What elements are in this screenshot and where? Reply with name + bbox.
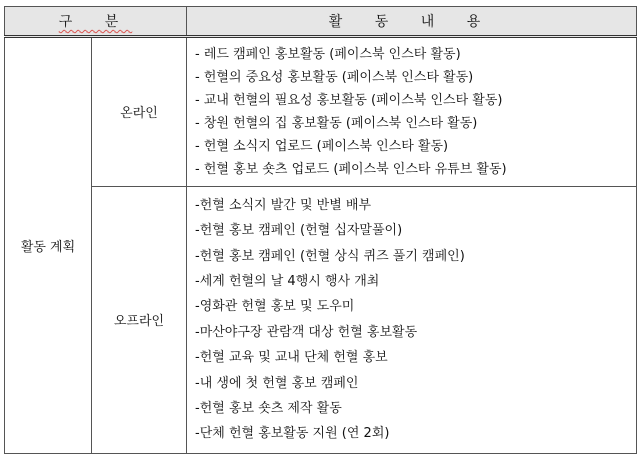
list-item: - 헌혈의 중요성 홍보활동 (페이스북 인스타 활동) (195, 69, 474, 85)
list-item: - 교내 헌혈의 필요성 홍보활동 (페이스북 인스타 활동) (195, 92, 503, 108)
header-row (5, 7, 637, 37)
list-item: - 헌혈 홍보 숏츠 업로드 (페이스북 인스타 유튜브 활동) (195, 161, 507, 177)
content-header: 활 동 내 용 (187, 7, 637, 37)
list-item: -헌혈 홍보 캠페인 (헌혈 상식 퀴즈 풀기 캠페인) (195, 248, 465, 264)
list-item: -헌혈 교육 및 교내 단체 헌혈 홍보 (195, 350, 388, 366)
offline-items-cell (187, 186, 637, 453)
offline-row (5, 186, 637, 453)
online-items-cell (187, 37, 637, 187)
list-item: -헌혈 홍보 숏츠 제작 활동 (195, 401, 342, 416)
online-row (5, 37, 637, 187)
list-item: - 헌혈 소식지 업로드 (페이스북 인스타 활동) (195, 138, 449, 154)
offline-label: 오프라인 (92, 186, 187, 453)
online-label: 온라인 (92, 37, 187, 187)
list-item: -마산야구장 관람객 대상 헌혈 홍보활동 (195, 324, 418, 340)
category-cell: 활동 계획 (5, 37, 92, 454)
list-item: -헌혈 홍보 캠페인 (헌혈 십자말풀이) (195, 223, 403, 239)
list-item: - 창원 헌혈의 집 홍보활동 (페이스북 인스타 활동) (195, 115, 478, 131)
list-item: - 레드 캠페인 홍보활동 (페이스북 인스타 활동) (195, 46, 461, 62)
activity-plan-table (4, 6, 637, 454)
division-header-label: 구 분 (58, 14, 133, 30)
list-item: -헌혈 소식지 발간 및 반별 배부 (195, 197, 372, 213)
offline-item-list (195, 193, 636, 447)
list-item: -단체 헌혈 홍보활동 지원 (연 2회) (195, 426, 390, 442)
list-item: -내 생에 첫 헌혈 홍보 캠페인 (195, 375, 359, 391)
list-item: -영화관 헌혈 홍보 및 도우미 (195, 299, 355, 315)
division-header (5, 7, 187, 37)
online-item-list (195, 43, 636, 181)
list-item: -세계 헌혈의 날 4행시 행사 개최 (195, 274, 380, 290)
